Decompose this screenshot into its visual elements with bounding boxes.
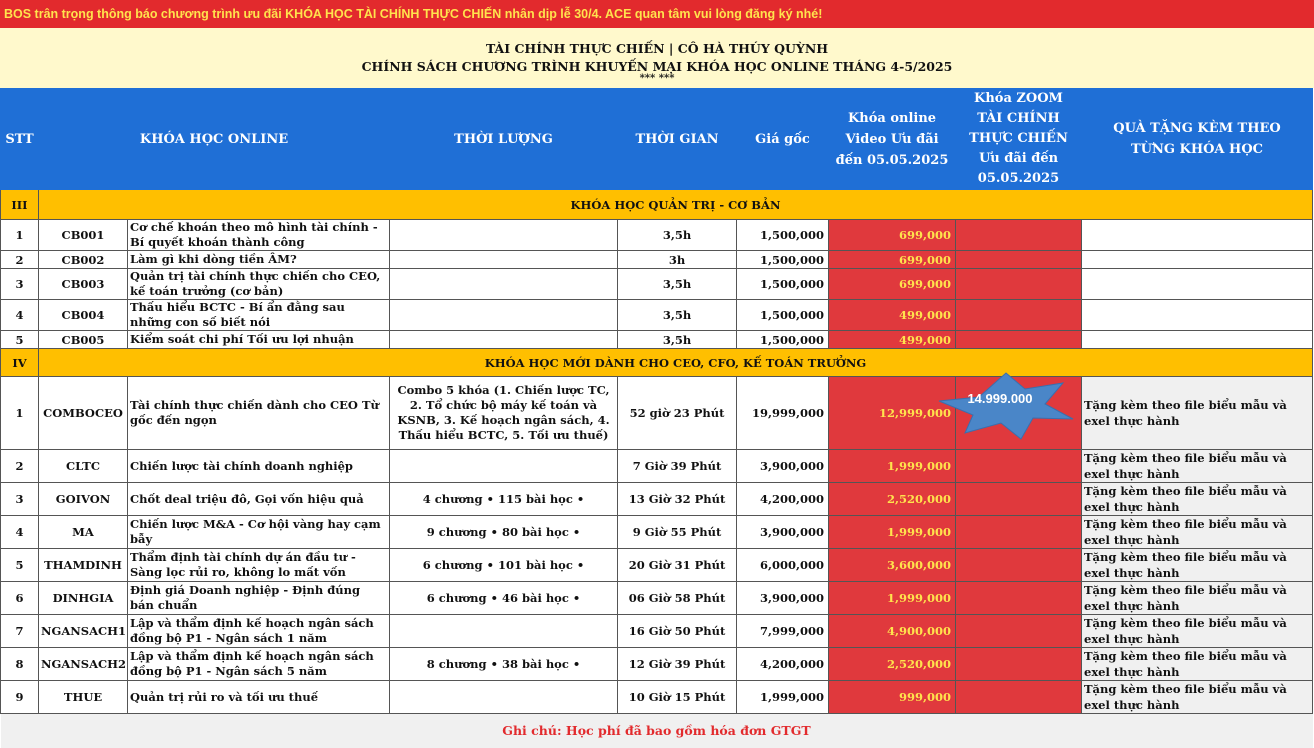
cell-code: GOIVON xyxy=(39,483,128,516)
cell-price: 1,500,000 xyxy=(737,269,829,300)
cell-time: 3,5h xyxy=(618,300,737,331)
cell-duration: 8 chương • 38 bài học • xyxy=(390,648,618,681)
cell-price: 1,999,000 xyxy=(737,681,829,714)
cell-online-price: 12,999,000 xyxy=(829,377,956,450)
cell-online-price: 3,600,000 xyxy=(829,549,956,582)
section-header-row xyxy=(1,349,1313,377)
star-shape xyxy=(939,373,1073,439)
cell-price: 4,200,000 xyxy=(737,483,829,516)
cell-online-price: 499,000 xyxy=(829,331,956,349)
cell-gift: Tặng kèm theo file biểu mẫu và exel thực hành xyxy=(1082,615,1313,648)
cell-zoom-price xyxy=(956,483,1082,516)
cell-gift: Tặng kèm theo file biểu mẫu và exel thực hành xyxy=(1082,681,1313,714)
cell-online-price: 699,000 xyxy=(829,220,956,251)
cell-gift xyxy=(1082,300,1313,331)
cell-online-price: 699,000 xyxy=(829,251,956,269)
cell-duration xyxy=(390,251,618,269)
table-row xyxy=(1,269,1313,300)
cell-price: 1,500,000 xyxy=(737,220,829,251)
cell-time: 9 Giờ 55 Phút xyxy=(618,516,737,549)
cell-gift: Tặng kèm theo file biểu mẫu và exel thực hành xyxy=(1082,549,1313,582)
col-duration: THỜI LƯỢNG xyxy=(390,89,618,190)
cell-zoom-price xyxy=(956,615,1082,648)
cell-gift xyxy=(1082,220,1313,251)
cell-course-name: Chiến lược tài chính doanh nghiệp xyxy=(128,450,390,483)
cell-gift xyxy=(1082,269,1313,300)
cell-time: 3,5h xyxy=(618,220,737,251)
cell-stt: 6 xyxy=(1,582,39,615)
cell-time: 7 Giờ 39 Phút xyxy=(618,450,737,483)
cell-gift: Tặng kèm theo file biểu mẫu và exel thực hành xyxy=(1082,516,1313,549)
footer-note: Ghi chú: Học phí đã bao gồm hóa đơn GTGT xyxy=(1,714,1313,748)
cell-gift: Tặng kèm theo file biểu mẫu và exel thực hành xyxy=(1082,648,1313,681)
cell-course-name: Thấu hiểu BCTC - Bí ẩn đằng sau những con số biết nói xyxy=(128,300,390,331)
cell-duration: 4 chương • 115 bài học • xyxy=(390,483,618,516)
footer-row xyxy=(1,714,1313,748)
cell-gift: Tặng kèm theo file biểu mẫu và exel thực hành xyxy=(1082,483,1313,516)
cell-duration: 6 chương • 46 bài học • xyxy=(390,582,618,615)
cell-price: 4,200,000 xyxy=(737,648,829,681)
cell-course-name: Cơ chế khoán theo mô hình tài chính - Bí quyết khoán thành công xyxy=(128,220,390,251)
cell-zoom-price xyxy=(956,549,1082,582)
cell-price: 7,999,000 xyxy=(737,615,829,648)
section-title: KHÓA HỌC MỚI DÀNH CHO CEO, CFO, KẾ TOÁN TRƯỞNG xyxy=(39,349,1313,377)
cell-price: 1,500,000 xyxy=(737,251,829,269)
cell-price: 1,500,000 xyxy=(737,300,829,331)
cell-code: CB003 xyxy=(39,269,128,300)
cell-zoom-price xyxy=(956,269,1082,300)
cell-code: COMBOCEO xyxy=(39,377,128,450)
course-table xyxy=(0,88,1313,748)
cell-stt: 7 xyxy=(1,615,39,648)
cell-time: 3h xyxy=(618,251,737,269)
cell-course-name: Chốt deal triệu đô, Gọi vốn hiệu quả xyxy=(128,483,390,516)
cell-stt: 4 xyxy=(1,516,39,549)
header-stars: *** *** xyxy=(639,73,675,84)
cell-course-name: Làm gì khi dòng tiền ÂM? xyxy=(128,251,390,269)
cell-online-price: 699,000 xyxy=(829,269,956,300)
col-online: Khóa online Video Ưu đãi đến 05.05.2025 xyxy=(829,89,956,190)
table-row xyxy=(1,300,1313,331)
section-number: III xyxy=(1,190,39,220)
cell-duration xyxy=(390,615,618,648)
cell-code: MA xyxy=(39,516,128,549)
cell-time: 52 giờ 23 Phút xyxy=(618,377,737,450)
zoom-price-text: 14.999.000 xyxy=(967,391,1033,406)
cell-code: NGANSACH1 xyxy=(39,615,128,648)
col-stt: STT xyxy=(1,89,39,190)
cell-code: NGANSACH2 xyxy=(39,648,128,681)
cell-course-name: Quản trị tài chính thực chiến cho CEO, kế toán trưởng (cơ bản) xyxy=(128,269,390,300)
cell-zoom-price xyxy=(956,251,1082,269)
table-row xyxy=(1,615,1313,648)
cell-time: 3,5h xyxy=(618,269,737,300)
col-gift: QUÀ TẶNG KÈM THEO TỪNG KHÓA HỌC xyxy=(1082,89,1313,190)
cell-price: 3,900,000 xyxy=(737,516,829,549)
cell-stt: 5 xyxy=(1,549,39,582)
cell-course-name: Quản trị rủi ro và tối ưu thuế xyxy=(128,681,390,714)
cell-online-price: 4,900,000 xyxy=(829,615,956,648)
cell-code: CB002 xyxy=(39,251,128,269)
table-row xyxy=(1,582,1313,615)
cell-course-name: Tài chính thực chiến dành cho CEO Từ gốc đến ngọn xyxy=(128,377,390,450)
cell-stt: 1 xyxy=(1,377,39,450)
cell-price: 19,999,000 xyxy=(737,377,829,450)
col-time: THỜI GIAN xyxy=(618,89,737,190)
cell-stt: 2 xyxy=(1,450,39,483)
cell-online-price: 499,000 xyxy=(829,300,956,331)
cell-online-price: 2,520,000 xyxy=(829,648,956,681)
cell-course-name: Chiến lược M&A - Cơ hội vàng hay cạm bẫy xyxy=(128,516,390,549)
cell-time: 12 Giờ 39 Phút xyxy=(618,648,737,681)
cell-online-price: 1,999,000 xyxy=(829,450,956,483)
section-number: IV xyxy=(1,349,39,377)
cell-time: 13 Giờ 32 Phút xyxy=(618,483,737,516)
cell-course-name: Lập và thẩm định kế hoạch ngân sách đồng bộ P1 - Ngân sách 5 năm xyxy=(128,648,390,681)
table-row xyxy=(1,648,1313,681)
table-row xyxy=(1,251,1313,269)
col-zoom: Khóa ZOOM TÀI CHÍNH THỰC CHIẾN Ưu đãi đến 05.05.2025 xyxy=(956,89,1082,190)
cell-zoom-price xyxy=(956,220,1082,251)
cell-duration xyxy=(390,220,618,251)
table-body xyxy=(1,190,1313,714)
table-row xyxy=(1,516,1313,549)
section-title: KHÓA HỌC QUẢN TRỊ - CƠ BẢN xyxy=(39,190,1313,220)
table-row xyxy=(1,450,1313,483)
cell-time: 06 Giờ 58 Phút xyxy=(618,582,737,615)
cell-course-name: Lập và thẩm định kế hoạch ngân sách đồng bộ P1 - Ngân sách 1 năm xyxy=(128,615,390,648)
cell-stt: 3 xyxy=(1,269,39,300)
cell-course-name: Kiểm soát chi phí Tối ưu lợi nhuận xyxy=(128,331,390,349)
cell-code: DINHGIA xyxy=(39,582,128,615)
cell-gift: Tặng kèm theo file biểu mẫu và exel thực hành xyxy=(1082,582,1313,615)
cell-stt: 9 xyxy=(1,681,39,714)
cell-code: CB004 xyxy=(39,300,128,331)
cell-stt: 1 xyxy=(1,220,39,251)
cell-price: 3,900,000 xyxy=(737,582,829,615)
cell-time: 20 Giờ 31 Phút xyxy=(618,549,737,582)
col-price: Giá gốc xyxy=(737,89,829,190)
document-header xyxy=(0,28,1314,88)
cell-zoom-price xyxy=(956,648,1082,681)
cell-online-price: 2,520,000 xyxy=(829,483,956,516)
table-header-row xyxy=(1,89,1313,190)
announcement-banner: BOS trân trọng thông báo chương trình ưu đãi KHÓA HỌC TÀI CHÍNH THỰC CHIẾN nhân dịp lễ 30/4. ACE quan tâm vui lòng đăng ký nhé! xyxy=(0,0,1314,28)
cell-course-name: Định giá Doanh nghiệp - Định đúng bán chuẩn xyxy=(128,582,390,615)
col-course: KHÓA HỌC ONLINE xyxy=(39,89,390,190)
cell-code: CB001 xyxy=(39,220,128,251)
cell-online-price: 1,999,000 xyxy=(829,516,956,549)
cell-course-name: Thẩm định tài chính dự án đầu tư - Sàng lọc rủi ro, không lo mất vốn xyxy=(128,549,390,582)
cell-stt: 4 xyxy=(1,300,39,331)
cell-duration xyxy=(390,681,618,714)
cell-zoom-price xyxy=(956,450,1082,483)
cell-duration xyxy=(390,300,618,331)
cell-time: 3,5h xyxy=(618,331,737,349)
cell-zoom-price xyxy=(956,331,1082,349)
cell-code: THAMDINH xyxy=(39,549,128,582)
cell-code: THUE xyxy=(39,681,128,714)
cell-time: 10 Giờ 15 Phút xyxy=(618,681,737,714)
cell-code: CLTC xyxy=(39,450,128,483)
cell-duration: 9 chương • 80 bài học • xyxy=(390,516,618,549)
table-row xyxy=(1,331,1313,349)
cell-price: 3,900,000 xyxy=(737,450,829,483)
cell-stt: 3 xyxy=(1,483,39,516)
cell-gift: Tặng kèm theo file biểu mẫu và exel thực hành xyxy=(1082,377,1313,450)
cell-zoom-price xyxy=(956,681,1082,714)
section-header-row xyxy=(1,190,1313,220)
cell-duration xyxy=(390,450,618,483)
zoom-price-star-badge xyxy=(933,371,1079,441)
cell-duration xyxy=(390,331,618,349)
cell-time: 16 Giờ 50 Phút xyxy=(618,615,737,648)
cell-zoom-price xyxy=(956,300,1082,331)
document-subtitle: CHÍNH SÁCH CHƯƠNG TRÌNH KHUYẾN MẠI KHÓA HỌC ONLINE THÁNG 4-5/2025 xyxy=(361,59,953,74)
cell-online-price: 999,000 xyxy=(829,681,956,714)
table-row xyxy=(1,220,1313,251)
cell-code: CB005 xyxy=(39,331,128,349)
table-row xyxy=(1,483,1313,516)
cell-zoom-price xyxy=(956,582,1082,615)
cell-price: 1,500,000 xyxy=(737,331,829,349)
cell-duration: Combo 5 khóa (1. Chiến lược TC, 2. Tổ chức bộ máy kế toán và KSNB, 3. Kế hoạch ngân sách, 4. Thấu hiểu BCTC, 5. Tối ưu thuế) xyxy=(390,377,618,450)
document-title: TÀI CHÍNH THỰC CHIẾN | CÔ HÀ THÚY QUỲNH xyxy=(485,41,829,56)
cell-gift xyxy=(1082,251,1313,269)
cell-duration xyxy=(390,269,618,300)
cell-online-price: 1,999,000 xyxy=(829,582,956,615)
cell-stt: 5 xyxy=(1,331,39,349)
cell-stt: 8 xyxy=(1,648,39,681)
table-row xyxy=(1,377,1313,450)
table-row xyxy=(1,681,1313,714)
cell-gift: Tặng kèm theo file biểu mẫu và exel thực hành xyxy=(1082,450,1313,483)
cell-stt: 2 xyxy=(1,251,39,269)
cell-zoom-price xyxy=(956,516,1082,549)
cell-gift xyxy=(1082,331,1313,349)
cell-price: 6,000,000 xyxy=(737,549,829,582)
table-row xyxy=(1,549,1313,582)
cell-duration: 6 chương • 101 bài học • xyxy=(390,549,618,582)
